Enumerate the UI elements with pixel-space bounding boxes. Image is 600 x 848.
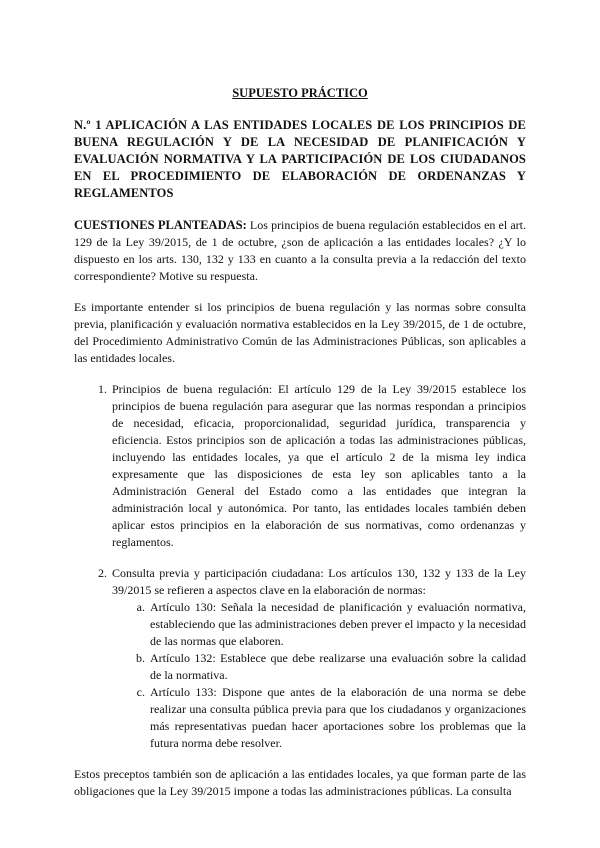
intro-paragraph: Es importante entender si los principios de buena regulación y las normas sobre consulta previa, planificación y evaluación normativa establecidos en la Ley 39/2015, de 1 de octubre, del Procedimiento Administrativo Común de las Administraciones Públicas, son aplicables a las entidades locales. (74, 300, 526, 365)
sub-list (112, 599, 526, 752)
list-item-1 (110, 381, 526, 551)
questions-label: CUESTIONES PLANTEADAS: (74, 218, 247, 232)
list-item-text: Principios de buena regulación: El artículo 129 de la Ley 39/2015 establece los principios de buena regulación para asegurar que las normas respondan a principios de necesidad, eficacia, proporcionalidad, seguridad jurídica, transparencia y eficiencia. Estos principios son de aplicación a todas las administraciones públicas, incluyendo las entidades locales, ya que el artículo 2 de la misma ley indica expresamente que las disposiciones de esta ley son aplicables tanto a la Administración General del Estado como a las entidades que integran la administración local y autonómica. Por tanto, las entidades locales también deben aplicar estos principios en la elaboración de sus normativas, como ordenanzas y reglamentos. (112, 382, 526, 549)
list-item-2 (110, 565, 526, 752)
closing-paragraph: Estos preceptos también son de aplicación a las entidades locales, ya que forman parte de las obligaciones que la Ley 39/2015 impone a todas las administraciones públicas. La consulta (74, 767, 526, 798)
questions-paragraph (74, 217, 526, 285)
list-item-text: Consulta previa y participación ciudadana: Los artículos 130, 132 y 133 de la Ley 39/2015 se refieren a aspectos clave en la elaboración de normas: (112, 566, 526, 597)
sub-item-a: a. Artículo 130: Señala la necesidad de planificación y evaluación normativa, estableciendo que las administraciones deben prever el impacto y la necesidad de las normas que elaboren. (148, 599, 526, 650)
document-title: SUPUESTO PRÁCTICO (232, 86, 368, 100)
sub-item-b: b. Artículo 132: Establece que debe realizarse una evaluación sobre la calidad de la normativa. (148, 650, 526, 684)
document-heading: N.º 1 APLICACIÓN A LAS ENTIDADES LOCALES DE LOS PRINCIPIOS DE BUENA REGULACIÓN Y DE LA NECESIDAD DE PLANIFICACIÓN Y EVALUACIÓN NORMATIVA Y LA PARTICIPACIÓN DE LOS CIUDADANOS EN EL PROCEDIMIENTO DE ELABORACIÓN DE ORDENANZAS Y REGLAMENTOS (74, 118, 526, 200)
questions-text: Los principios de buena regulación establecidos en el art. 129 de la Ley 39/2015, de 1 de octubre, ¿son de aplicación a las entidades locales? ¿Y lo dispuesto en los arts. 130, 132 y 133 en cuanto a la consulta previa a la redacción del texto correspondiente? Motive su respuesta. (74, 218, 527, 283)
main-list (74, 381, 526, 752)
sub-item-c: c. Artículo 133: Dispone que antes de la elaboración de una norma se debe realizar una consulta pública previa para que los ciudadanos y organizaciones más representativas puedan hacer aportaciones sobre los problemas que la futura norma debe resolver. (148, 684, 526, 752)
